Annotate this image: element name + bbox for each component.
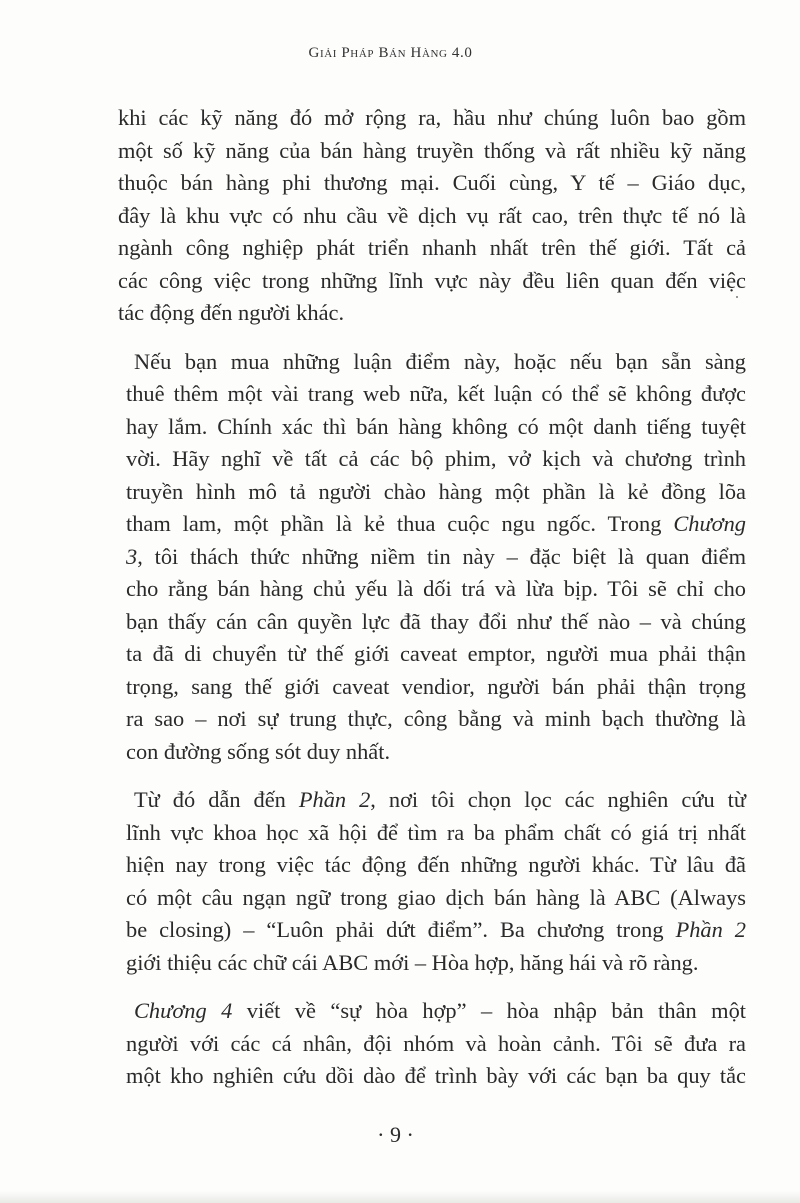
italic-reference: Chương xyxy=(673,511,746,536)
text-line: tác động đến người khác. xyxy=(118,300,345,325)
text-line: hay lắm. Chính xác thì bán hàng không có một danh tiếng tuyệt xyxy=(126,413,746,439)
text-line: truyền hình mô tả người chào hàng một phần là kẻ đồng lõa xyxy=(126,478,746,504)
body-text xyxy=(118,102,746,1093)
text-line: một số kỹ năng của bán hàng truyền thống và rất nhiều kỹ năng xyxy=(118,137,746,163)
text-line: ra sao – nơi sự trung thực, công bằng và minh bạch thường là xyxy=(126,706,746,731)
paragraph-1 xyxy=(118,102,746,330)
italic-reference: 3 xyxy=(126,543,138,569)
text-line: Chương 4 viết về “sự hòa hợp” – hòa nhập bản thân một xyxy=(134,998,746,1023)
text-line: một kho nghiên cứu dồi dào để trình bày với các bạn ba quy tắc xyxy=(126,1063,746,1088)
text-line: 3, tôi thách thức những niềm tin này – đặc biệt là quan điểm xyxy=(126,543,746,569)
text-line: trọng, sang thế giới caveat vendior, người bán phải thận trọng xyxy=(126,673,746,699)
text-line: giới thiệu các chữ cái ABC mới – Hòa hợp, hăng hái và rõ ràng. xyxy=(126,949,699,975)
paragraph-4 xyxy=(118,995,746,1093)
text-line: ta đã di chuyển từ thế giới caveat emptor, người mua phải thận xyxy=(126,641,746,666)
text-line: người với các cá nhân, đội nhóm và hoàn cảnh. Tôi sẽ đưa ra xyxy=(126,1030,746,1056)
text-line: đây là khu vực có nhu cầu về dịch vụ rất cao, trên thực tế nó là xyxy=(118,202,746,228)
text-line: tham lam, một phần là kẻ thua cuộc ngu ngốc. Trong Chương xyxy=(126,511,746,536)
italic-reference: Phần 2 xyxy=(675,917,747,942)
text-line: hiện nay trong việc tác động đến những người khác. Từ lâu đã xyxy=(126,852,746,877)
page-number: · 9 · xyxy=(377,1122,414,1147)
text-line: cho rằng bán hàng chủ yếu là dối trá và lừa bịp. Tôi sẽ chỉ cho xyxy=(126,576,746,601)
text-line: lĩnh vực khoa học xã hội để tìm ra ba phẩm chất có giá trị nhất xyxy=(126,819,746,845)
text-line: thuộc bán hàng phi thương mại. Cuối cùng, Y tế – Giáo dục, xyxy=(118,170,746,195)
paragraph-2 xyxy=(118,346,746,769)
italic-reference: Phần 2 xyxy=(298,787,371,812)
text-line: vời. Hãy nghĩ về tất cả các bộ phim, vở kịch và chương trình xyxy=(126,446,746,471)
text-line: có một câu ngạn ngữ trong giao dịch bán hàng là ABC (Always xyxy=(126,884,746,910)
paper-speck xyxy=(736,296,738,298)
text-line: ngành công nghiệp phát triển nhanh nhất trên thế giới. Tất cả xyxy=(118,235,746,260)
text-line: bạn thấy cán cân quyền lực đã thay đổi như thế nào – và chúng xyxy=(126,608,746,634)
text-line: Nếu bạn mua những luận điểm này, hoặc nếu bạn sẵn sàng xyxy=(134,348,746,374)
text-line: khi các kỹ năng đó mở rộng ra, hầu như chúng luôn bao gồm xyxy=(118,105,746,130)
text-line: các công việc trong những lĩnh vực này đều liên quan đến việc xyxy=(118,267,746,293)
paragraph-3 xyxy=(118,784,746,979)
running-header: Giải Pháp Bán Hàng 4.0 xyxy=(308,45,473,61)
page-bottom-edge xyxy=(0,1191,800,1203)
italic-reference: Chương 4 xyxy=(134,998,233,1023)
text-line: be closing) – “Luôn phải dứt điểm”. Ba chương trong Phần 2 xyxy=(126,917,747,942)
text-line: thuê thêm một vài trang web nữa, kết luận có thể sẽ không được xyxy=(126,381,746,406)
text-line: con đường sống sót duy nhất. xyxy=(126,738,391,764)
text-line: Từ đó dẫn đến Phần 2, nơi tôi chọn lọc các nghiên cứu từ xyxy=(134,787,746,812)
